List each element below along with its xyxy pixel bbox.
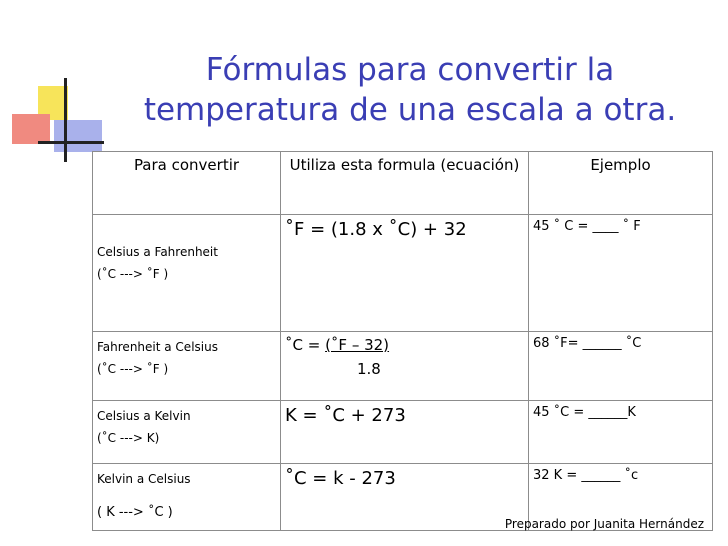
header-para-convertir: Para convertir: [93, 152, 281, 215]
conversion-direction: (˚C ---> K): [97, 431, 160, 445]
example-cell: [529, 401, 713, 464]
example-text: 32 K = ______ ˚c: [533, 468, 639, 483]
example-text: 68 ˚F= ______ ˚C: [533, 336, 642, 351]
table-header-row: [93, 152, 713, 215]
conversion-name-cell: [93, 401, 281, 464]
formula-cell: [281, 464, 529, 531]
conversion-name: Celsius a Kelvin: [97, 409, 191, 423]
conversion-direction: (˚C ---> ˚F ): [97, 267, 169, 281]
example-text: 45 ˚C = ______K: [533, 405, 636, 420]
example-cell: [529, 215, 713, 332]
formula-cell: [281, 332, 529, 401]
conversion-table: [92, 151, 713, 531]
conversion-name: Celsius a Fahrenheit: [97, 245, 218, 259]
formula-cell: [281, 401, 529, 464]
title-line-1: Fórmulas para convertir la: [205, 52, 615, 88]
formula-text: ˚C = k - 273: [285, 468, 396, 489]
decor-vertical-line: [64, 78, 67, 162]
table-row: [93, 215, 713, 332]
conversion-direction: (˚C ---> ˚F ): [97, 362, 169, 376]
table-row: [93, 401, 713, 464]
formula-fraction: [285, 336, 524, 354]
title-line-2: temperatura de una escala a otra.: [143, 92, 677, 128]
conversion-name-cell: [93, 332, 281, 401]
slide-title: [110, 50, 710, 130]
formula-left: ˚C =: [285, 336, 326, 354]
header-formula: Utiliza esta formula (ecuación): [281, 152, 529, 215]
formula-text: K = ˚C + 273: [285, 405, 406, 426]
decor-red-square: [12, 114, 50, 144]
formula-cell: [281, 215, 529, 332]
conversion-name: Kelvin a Celsius: [97, 472, 191, 486]
decor-blue-square: [54, 120, 102, 152]
formula-denominator: 1.8: [357, 360, 381, 378]
conversion-direction: ( K ---> ˚C ): [97, 505, 173, 520]
conversion-name-cell: [93, 464, 281, 531]
table-row: [93, 332, 713, 401]
conversion-name: Fahrenheit a Celsius: [97, 340, 218, 354]
example-text: 45 ˚ C = ____ ˚ F: [533, 219, 641, 234]
header-ejemplo: Ejemplo: [529, 152, 713, 215]
footer-credit: Preparado por Juanita Hernández: [504, 517, 704, 531]
decor-horizontal-line: [38, 141, 104, 144]
conversion-name-cell: [93, 215, 281, 332]
formula-text: ˚F = (1.8 x ˚C) + 32: [285, 219, 467, 240]
formula-numerator: (˚F – 32): [325, 336, 390, 354]
example-cell: [529, 332, 713, 401]
